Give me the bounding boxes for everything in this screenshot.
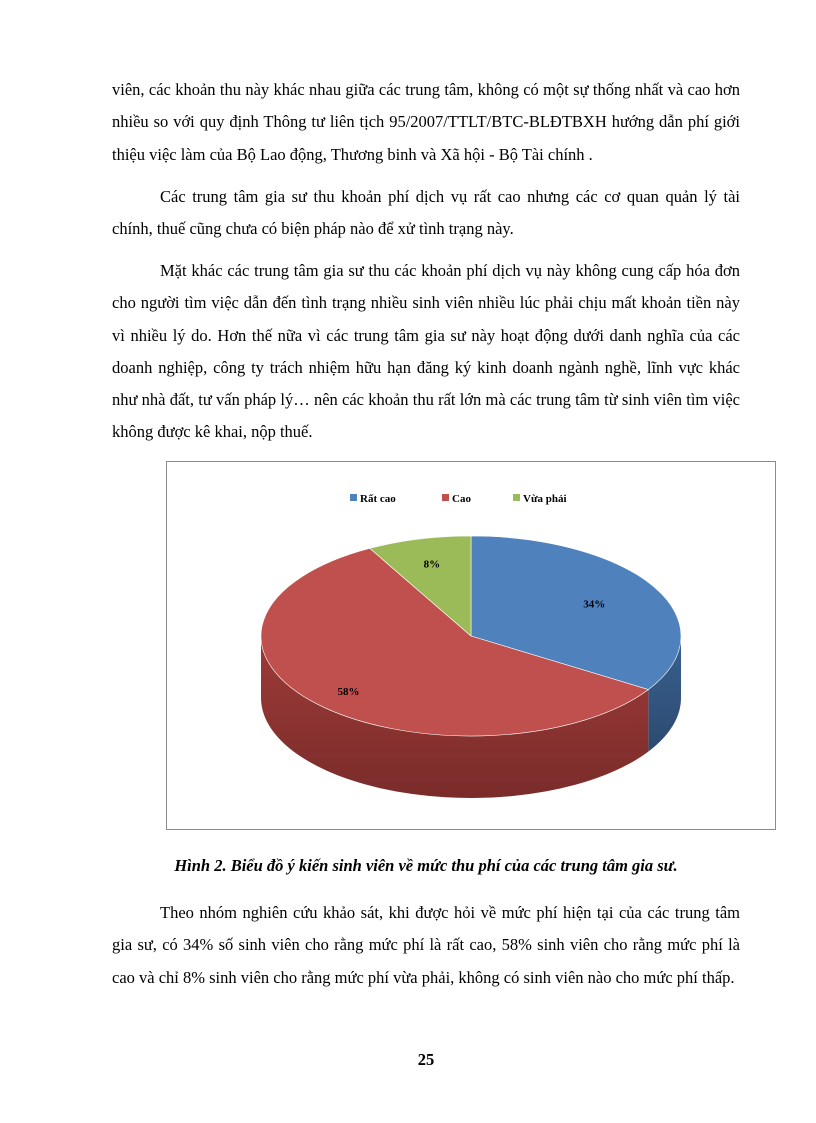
legend-label-cao: Cao bbox=[452, 493, 471, 505]
pie-chart bbox=[166, 461, 776, 830]
legend-swatch-cao bbox=[442, 494, 449, 501]
pie-slices bbox=[261, 536, 681, 736]
chart-legend bbox=[350, 493, 567, 505]
paragraph-1: viên, các khoản thu này khác nhau giữa các trung tâm, không có một sự thống nhất và cao hơn nhiều so với quy định Thông tư liên tịch 95/2007/TTLT/BTC-BLĐTBXH hướng dẫn phí giới thiệu việc làm của Bộ Lao động, Thương binh và Xã hội - Bộ Tài chính . bbox=[112, 80, 740, 164]
figure-caption: Hình 2. Biểu đồ ý kiến sinh viên về mức thu phí của các trung tâm gia sư. bbox=[174, 856, 678, 875]
paragraph-3: Mặt khác các trung tâm gia sư thu các khoản phí dịch vụ này không cung cấp hóa đơn cho người tìm việc dẫn đến tình trạng nhiều sinh viên nhiều lúc phải chịu mất khoản tiền này vì nhiều lý do. Hơn thế nữa vì các trung tâm gia sư này hoạt động dưới danh nghĩa của các doanh nghiệp, công ty trách nhiệm hữu hạn đăng ký kinh doanh ngành nghề, lĩnh vực khác như nhà đất, tư vấn pháp lý… nên các khoản thu rất lớn mà các trung tâm từ sinh viên tìm việc không được kê khai, nộp thuế. bbox=[112, 261, 740, 442]
data-label-rat-cao: 34% bbox=[583, 598, 606, 611]
legend-swatch-vua-phai bbox=[513, 494, 520, 501]
pie-chart-canvas bbox=[167, 462, 775, 829]
legend-swatch-rat-cao bbox=[350, 494, 357, 501]
page-number: 25 bbox=[417, 1050, 435, 1069]
paragraph-4: Theo nhóm nghiên cứu khảo sát, khi được hỏi về mức phí hiện tại của các trung tâm gia sư, có 34% số sinh viên cho rằng mức phí là rất cao, 58% sinh viên cho rằng mức phí là cao và chỉ 8% sinh viên cho rằng mức phí vừa phải, không có sinh viên nào cho mức phí thấp. bbox=[112, 903, 740, 987]
data-label-vua-phai: 8% bbox=[423, 558, 441, 571]
legend-label-rat-cao: Rất cao bbox=[360, 493, 396, 505]
data-label-cao: 58% bbox=[337, 685, 360, 698]
legend-label-vua-phai: Vừa phải bbox=[523, 493, 567, 505]
paragraph-2: Các trung tâm gia sư thu khoản phí dịch vụ rất cao nhưng các cơ quan quản lý tài chính, thuế cũng chưa có biện pháp nào để xử tình trạng này. bbox=[112, 187, 740, 239]
